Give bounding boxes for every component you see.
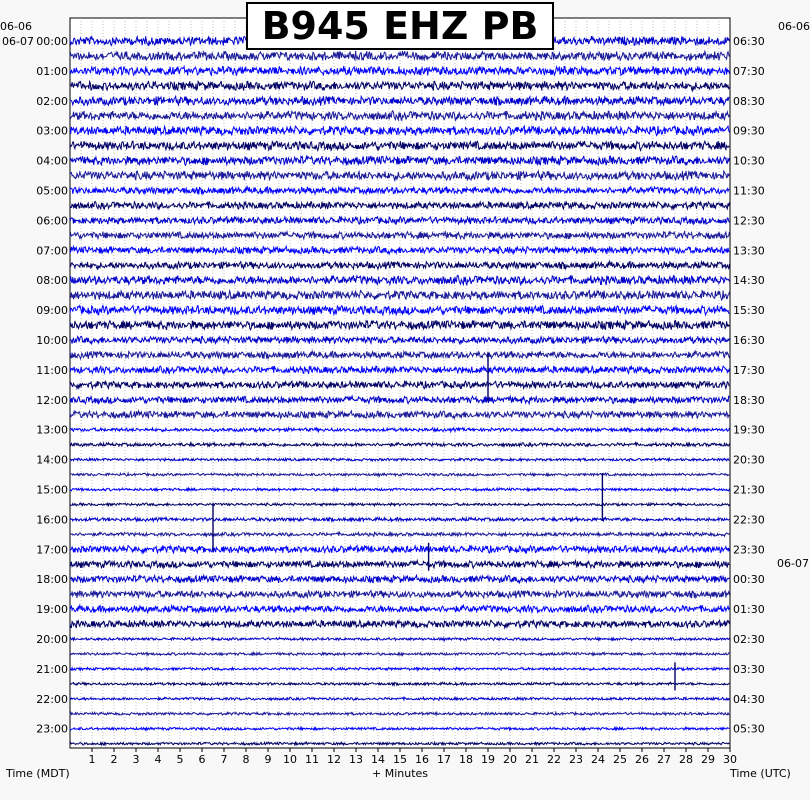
x-tick-label: 11 bbox=[305, 753, 319, 766]
left-hour-label: 15:00 bbox=[36, 483, 68, 497]
x-tick-label: 17 bbox=[437, 753, 451, 766]
left-hour-label: 22:00 bbox=[36, 692, 68, 706]
left-hour-label: 11:00 bbox=[36, 363, 68, 377]
x-tick-label: 3 bbox=[132, 753, 140, 766]
right-hour-label: 13:30 bbox=[733, 244, 765, 258]
x-tick-label: 7 bbox=[220, 753, 228, 766]
left-hour-label: 01:00 bbox=[36, 64, 68, 78]
x-tick-label: 12 bbox=[327, 753, 341, 766]
x-tick-label: 20 bbox=[503, 753, 517, 766]
x-tick-label: 10 bbox=[283, 753, 297, 766]
x-axis-label: + Minutes bbox=[372, 767, 429, 780]
x-tick-label: 14 bbox=[371, 753, 385, 766]
x-tick-labels bbox=[89, 748, 738, 766]
left-axis-label: Time (MDT) bbox=[6, 767, 70, 780]
left-hour-label: 09:00 bbox=[36, 304, 68, 318]
x-tick-label: 19 bbox=[481, 753, 495, 766]
right-hour-label: 17:30 bbox=[733, 363, 765, 377]
right-hour-label: 05:30 bbox=[733, 722, 765, 736]
left-hour-label: 13:00 bbox=[36, 423, 68, 437]
x-tick-label: 22 bbox=[547, 753, 561, 766]
right-time-labels bbox=[733, 35, 765, 736]
left-hour-label: 17:00 bbox=[36, 543, 68, 557]
right-hour-label: 01:30 bbox=[733, 603, 765, 617]
right-hour-label: 09:30 bbox=[733, 124, 765, 138]
right-hour-label: 07:30 bbox=[733, 64, 765, 78]
left-hour-label: 06:00 bbox=[36, 214, 68, 228]
x-tick-label: 9 bbox=[264, 753, 272, 766]
right-date-mid: 06-07 bbox=[777, 557, 809, 570]
right-hour-label: 23:30 bbox=[733, 543, 765, 557]
left-hour-label: 14:00 bbox=[36, 453, 68, 467]
x-tick-label: 21 bbox=[525, 753, 539, 766]
right-hour-label: 19:30 bbox=[733, 423, 765, 437]
left-hour-label: 23:00 bbox=[36, 722, 68, 736]
left-hour-label: 02:00 bbox=[36, 94, 68, 108]
right-hour-label: 00:30 bbox=[733, 573, 765, 587]
x-tick-label: 29 bbox=[701, 753, 715, 766]
left-hour-label: 00:00 bbox=[36, 35, 68, 48]
right-hour-label: 04:30 bbox=[733, 692, 765, 706]
right-hour-label: 06:30 bbox=[733, 35, 765, 48]
left-hour-label: 20:00 bbox=[36, 633, 68, 646]
x-tick-label: 8 bbox=[242, 753, 250, 766]
right-hour-label: 10:30 bbox=[733, 154, 765, 168]
right-hour-label: 20:30 bbox=[733, 453, 765, 467]
left-hour-label: 07:00 bbox=[36, 244, 68, 258]
left-hour-label: 05:00 bbox=[36, 184, 68, 198]
x-tick-label: 15 bbox=[393, 753, 407, 766]
x-tick-label: 26 bbox=[635, 753, 649, 766]
left-hour-label: 19:00 bbox=[36, 603, 68, 617]
right-hour-label: 08:30 bbox=[733, 94, 765, 108]
x-tick-label: 1 bbox=[88, 753, 96, 766]
right-hour-label: 15:30 bbox=[733, 304, 765, 318]
right-hour-label: 18:30 bbox=[733, 393, 765, 407]
right-axis-label: Time (UTC) bbox=[730, 767, 791, 780]
x-tick-label: 28 bbox=[679, 753, 693, 766]
right-hour-label: 03:30 bbox=[733, 662, 765, 676]
x-tick-label: 24 bbox=[591, 753, 605, 766]
left-hour-label: 04:00 bbox=[36, 154, 68, 168]
left-time-labels bbox=[36, 35, 68, 736]
right-hour-label: 02:30 bbox=[733, 633, 765, 646]
right-hour-label: 12:30 bbox=[733, 214, 765, 228]
left-hour-label: 16:00 bbox=[36, 513, 68, 527]
x-tick-label: 27 bbox=[657, 753, 671, 766]
left-hour-label: 08:00 bbox=[36, 274, 68, 288]
left-hour-label: 18:00 bbox=[36, 573, 68, 587]
x-tick-label: 13 bbox=[349, 753, 363, 766]
x-tick-label: 18 bbox=[459, 753, 473, 766]
x-tick-label: 4 bbox=[154, 753, 162, 766]
x-tick-label: 6 bbox=[198, 753, 206, 766]
x-tick-label: 2 bbox=[110, 753, 118, 766]
x-tick-label: 30 bbox=[723, 753, 737, 766]
left-hour-label: 12:00 bbox=[36, 393, 68, 407]
left-hour-label: 10:00 bbox=[36, 334, 68, 347]
left-date: 06-07 bbox=[2, 35, 34, 48]
left-hour-label: 21:00 bbox=[36, 662, 68, 676]
left-date-top: 06-06 bbox=[0, 20, 32, 33]
x-tick-label: 25 bbox=[613, 753, 627, 766]
right-hour-label: 16:30 bbox=[733, 334, 765, 347]
right-hour-label: 21:30 bbox=[733, 483, 765, 497]
left-hour-label: 03:00 bbox=[36, 124, 68, 138]
x-tick-label: 16 bbox=[415, 753, 429, 766]
right-date-top: 06-06 bbox=[778, 20, 810, 33]
x-tick-label: 5 bbox=[176, 753, 184, 766]
x-tick-label: 23 bbox=[569, 753, 583, 766]
right-hour-label: 14:30 bbox=[733, 274, 765, 288]
right-hour-label: 11:30 bbox=[733, 184, 765, 198]
chart-title: B945 EHZ PB bbox=[246, 2, 554, 50]
right-hour-label: 22:30 bbox=[733, 513, 765, 527]
